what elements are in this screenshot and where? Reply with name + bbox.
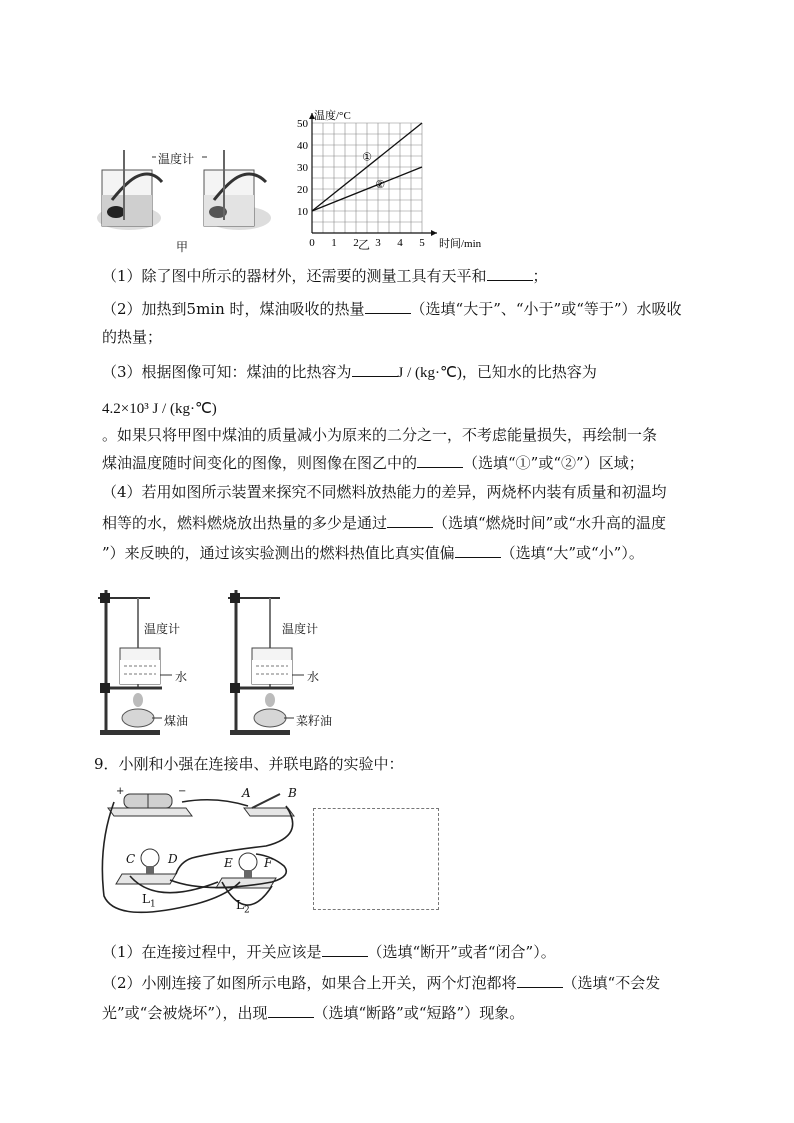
q9-p2-text-a: （2）小刚连接了如图所示电路，如果合上开关，两个灯泡都将: [102, 974, 517, 992]
q9-part2: [102, 971, 660, 994]
q8-part2-cont: [102, 326, 162, 348]
y-axis-label: 温度/°C: [314, 110, 351, 122]
y-tick-label: 50: [297, 118, 308, 130]
q9-title: [94, 753, 404, 775]
x-axis-arrow: [431, 230, 437, 236]
q8-p3-text-b: ，已知水的比热容为: [461, 363, 597, 381]
circuit-point-f: F: [264, 856, 273, 870]
l2-sub: 2: [243, 905, 250, 916]
q8-p4-text-e: （选填“大”或“小”）。: [500, 544, 644, 562]
figure-label-yi: 乙: [358, 238, 371, 252]
y-tick-label: 30: [297, 162, 308, 174]
q8-p3-blank2[interactable]: [417, 451, 463, 468]
l1-letter: L: [142, 892, 150, 906]
q8-p4-blank2[interactable]: [455, 541, 501, 558]
q8-p2-text-c: 的热量；: [102, 328, 163, 346]
x-tick-label: 0: [309, 237, 315, 249]
thermometer-label-top: 温度计: [158, 152, 195, 166]
x-tick-label: 2: [353, 237, 359, 249]
q9-part1: [102, 940, 556, 963]
q8-part3: [102, 360, 597, 384]
series-label-2: ②: [375, 179, 386, 192]
q8-part3-cont: [102, 424, 657, 446]
q8-p4-text-d: ”）来反映的，通过该实验测出的燃料热值比真实值偏: [102, 544, 455, 562]
figure-label-jia: 甲: [176, 240, 189, 254]
fuel-label-kerosene: 煤油: [164, 714, 189, 728]
q8-part3-cont2: [102, 451, 644, 474]
water-label-1: 水: [175, 670, 188, 684]
q8-p2-text-a: （2）加热到5min 时，煤油吸收的热量: [102, 300, 365, 318]
q8-p1-text: （1）除了图中所示的器材外，还需要的测量工具有天平和: [102, 267, 487, 285]
x-tick-label: 1: [331, 237, 337, 249]
x-tick-label: 5: [419, 237, 425, 249]
q8-p3-text-e: （选填“①”或“②”）区域；: [463, 454, 644, 472]
circuit-lamp-l2: [236, 898, 250, 915]
circuit-plus: +: [116, 786, 125, 797]
q8-part4-cont2: [102, 541, 644, 564]
q9-p1-blank[interactable]: [322, 940, 368, 957]
x-tick-label: 4: [397, 237, 403, 249]
q9-p2-text-b: （选填“不会发: [562, 974, 661, 992]
q9-part2-cont: [102, 1001, 524, 1024]
thermometer-label-1: 温度计: [144, 622, 181, 636]
water-label-2: 水: [307, 670, 320, 684]
circuit-point-a: A: [242, 786, 251, 800]
q8-part1: [102, 264, 548, 287]
q9-p2-blank2[interactable]: [268, 1001, 314, 1018]
q9-p2-text-c: 光”或“会被烧坏”），出现: [102, 1004, 268, 1022]
series-label-1: ①: [362, 151, 372, 164]
q8-part4: [102, 481, 667, 503]
y-tick-label: 40: [297, 140, 308, 152]
q8-p3-text-a: （3）根据图像可知：煤油的比热容为: [102, 363, 352, 381]
circuit-point-e: E: [224, 856, 233, 870]
q8-part4-cont: [102, 511, 666, 534]
circuit-point-d: D: [168, 852, 178, 866]
q8-p2-blank[interactable]: [365, 297, 411, 314]
answer-drawing-box[interactable]: [313, 808, 439, 910]
q8-p1-blank[interactable]: [487, 264, 533, 281]
q9-p2-blank1[interactable]: [517, 971, 563, 988]
thermometer-label-2: 温度计: [282, 622, 319, 636]
y-tick-label: 10: [297, 206, 308, 218]
temperature-chart: [292, 95, 512, 255]
q8-p3-blank1[interactable]: [352, 360, 398, 377]
q9-p1-text-a: （1）在连接过程中，开关应该是: [102, 943, 322, 961]
q8-p2-text-b: （选填“大于”、“小于”或“等于”）水吸收: [410, 300, 682, 318]
q8-p4-text-c: （选填“燃烧时间”或“水升高的温度: [433, 514, 667, 532]
q9-p1-text-b: （选填“断开”或者“闭合”）。: [367, 943, 556, 961]
circuit-lamp-l1: [142, 892, 156, 909]
circuit-point-c: C: [126, 852, 136, 866]
l2-letter: L: [236, 898, 244, 912]
q8-p4-blank1[interactable]: [387, 511, 433, 528]
circuit-minus: −: [178, 786, 187, 797]
q8-p3-text-d: 煤油温度随时间变化的图像，则图像在图乙中的: [102, 454, 418, 472]
fuel-label-rapeseed: 菜籽油: [296, 714, 333, 728]
q9-title-text: 9．小刚和小强在连接串、并联电路的实验中：: [94, 755, 404, 773]
x-tick-label: 3: [375, 237, 381, 249]
q8-part2: [102, 297, 682, 320]
q8-p1-end: ；: [532, 267, 548, 285]
l1-sub: 1: [149, 899, 156, 910]
q8-p3-unit: J / (kg·℃): [397, 365, 462, 381]
q8-p3-text-c: 。如果只将甲图中煤油的质量减小为原来的二分之一，不考虑能量损失，再绘制一条: [102, 426, 658, 444]
circuit-point-b: B: [288, 786, 297, 800]
q8-formula-text: 4.2×10³ J / (kg·℃): [102, 401, 217, 417]
q8-formula: [102, 397, 217, 420]
q8-p4-text-a: （4）若用如图所示装置来探究不同燃料放热能力的差异，两烧杯内装有质量和初温均: [102, 483, 667, 501]
q9-p2-text-d: （选填“断路”或“短路”）现象。: [313, 1004, 525, 1022]
y-tick-label: 20: [297, 184, 308, 196]
q8-p4-text-b: 相等的水，燃料燃烧放出热量的多少是通过: [102, 514, 388, 532]
x-axis-label: 时间/min: [439, 238, 482, 250]
